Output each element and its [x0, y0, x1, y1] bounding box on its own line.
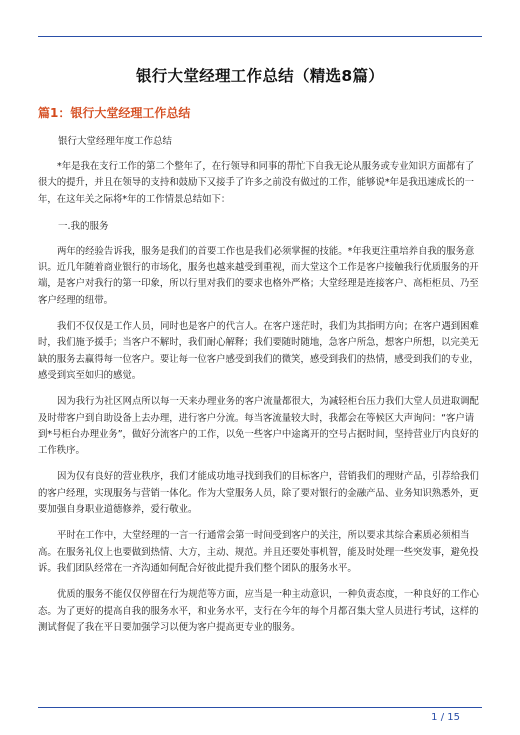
paragraph-intro: *年是我在支行工作的第二个整年了，在行领导和同事的帮忙下自我无论从服务或专业知识方面都有了很大的提升，并且在领导的支持和鼓励下又接手了许多之前没有做过的工作，能够说*年是我迅速成长的一年，在这年关之际将*年的工作情景总结如下：	[38, 161, 475, 205]
section-subtitle: 银行大堂经理年度工作总结	[58, 136, 173, 147]
subheading-service: 一.我的服务	[58, 220, 109, 232]
paragraph-quality: 平时在工作中，大堂经理的一言一行通常会第一时间受到客户的关注，所以要求其综合素质必须相当高。在服务礼仪上也要做到热情、大方，主动、规范。并且还要处事机智，能及时处理一些突发事，避免投诉。我们团队经常在一齐沟通如何配合好彼此提升我们整个团队的服务水平。	[38, 530, 479, 574]
footer-rule	[38, 707, 482, 708]
paragraph-service: 两年的经验告诉我，服务是我们的首要工作也是我们必须掌握的技能。*年我更注重培养自我的服务意识。近几年随着商业银行的市场化，服务也越来越受到重视，而大堂这个工作是客户接触我行优质服务的开端，是客户对我行的第一印象，所以行里对我们的要求也格外严格；大堂经理是连接客户、高柜柜员、乃至客户经理的纽带。	[38, 245, 479, 306]
document-title: 银行大堂经理工作总结（精选8篇）	[135, 67, 385, 85]
paragraph-attitude: 优质的服务不能仅仅停留在行为规范等方面，应当是一种主动意识，一种负责态度，一种良好的工作心态。为了更好的提高自我的服务水平，和业务水平，支行在今年的每个月都召集大堂人员进行考试，这样的测试督促了我在平日要加强学习以便为客户提高更专业的服务。	[38, 589, 479, 633]
section-heading: 篇1：银行大堂经理工作总结	[38, 106, 191, 120]
page-number: 1 / 15	[431, 712, 460, 723]
header-rule	[38, 36, 482, 37]
paragraph-spokesperson: 我们不仅仅是工作人员，同时也是客户的代言人。在客户迷茫时，我们为其指明方向；在客户遇到困难时，我们施予援手；当客户不解时，我们耐心解释；我们要随时随地，急客户所急，想客户所想，以完美无缺的服务去赢得每一位客户。要让每一位客户感受到我们的微笑，感受到我们的热情，感受到我们的专业，感受到宾至如归的感觉。	[38, 321, 479, 381]
paragraph-diversion: 因为我行为社区网点所以每一天来办理业务的客户流量都很大，为减轻柜台压力我们大堂人员进取调配及时带客户到自助设备上去办理，进行客户分流。每当客流量较大时，我都会在等候区大声询问：“客户请到*号柜台办理业务”，做好分流客户的工作，以免一些客户中途离开的空号占据时间，坚持营业厅内良好的工作秩序。	[38, 396, 479, 457]
document-body	[38, 60, 482, 646]
paragraph-order: 因为仅有良好的营业秩序，我们才能成功地寻找到我们的目标客户，营销我们的理财产品，引荐给我们的客户经理，实现服务与营销一体化。作为大堂服务人员，除了要对银行的金融产品、业务知识熟悉外，更要加强自身职业道德修养，爱行敬业。	[38, 471, 479, 516]
